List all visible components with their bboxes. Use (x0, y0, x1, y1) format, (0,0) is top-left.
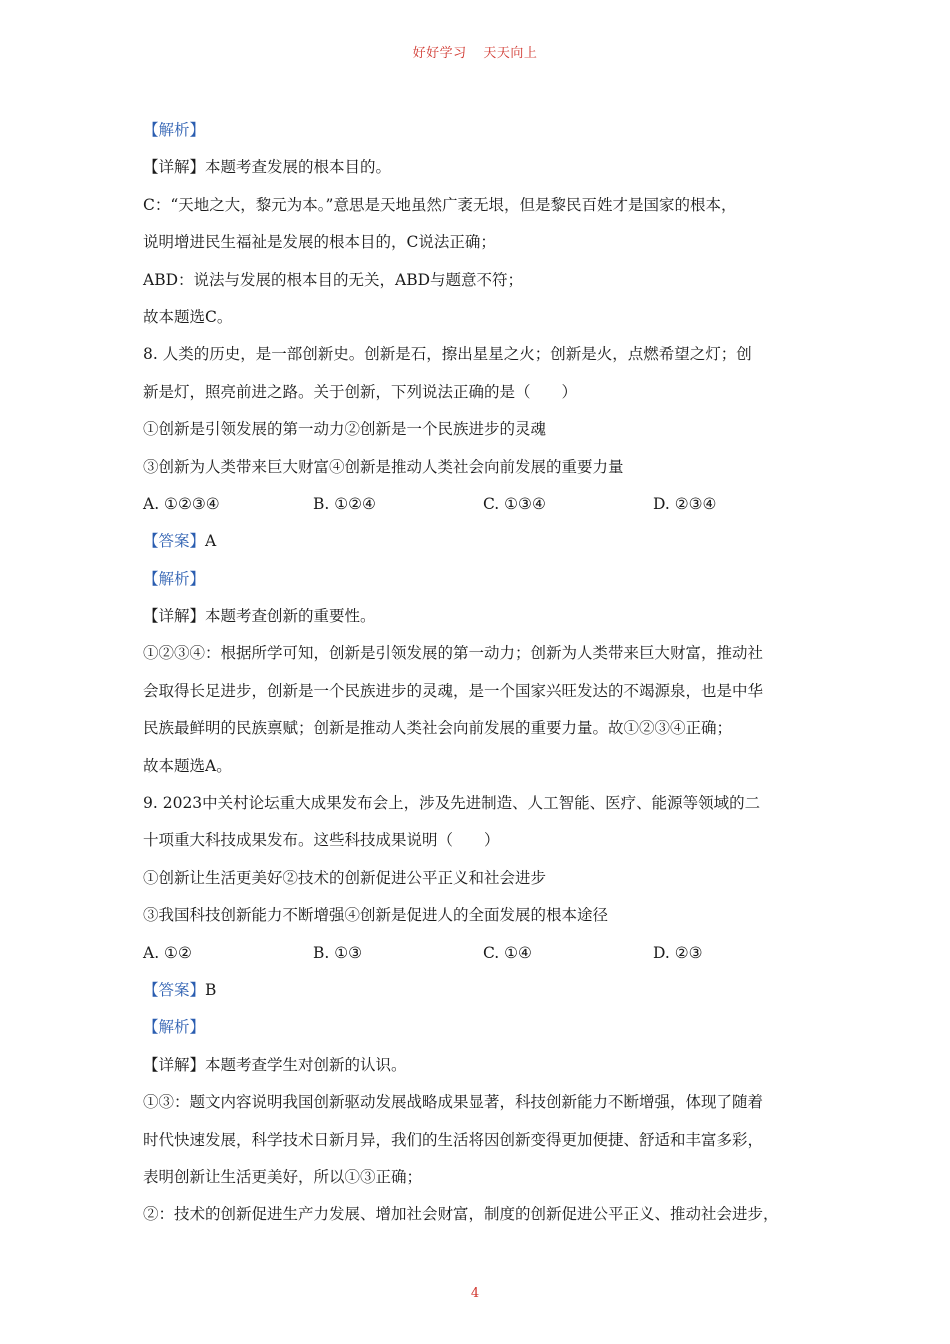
answer-value: B (205, 980, 217, 999)
option-b: B. ①③ (313, 943, 363, 962)
answer-line (143, 523, 823, 560)
explanation-line: ①③：题文内容说明我国创新驱动发展战略成果显著，科技创新能力不断增强，体现了随着 (143, 1093, 764, 1112)
explanation-line: 表明创新让生活更美好，所以①③正确； (143, 1167, 423, 1186)
answer-label: 【答案】 (143, 532, 206, 551)
question-stem: 8. 人类的历史，是一部创新史。创新是石，擦出星星之火；创新是火，点燃希望之灯；创 (143, 345, 752, 364)
document-body (143, 112, 823, 1234)
detail-line (143, 598, 823, 635)
detail-line (143, 1047, 823, 1084)
detail-text: 本题考查创新的重要性。 (205, 607, 376, 626)
explanation-line: 会取得长足进步，创新是一个民族进步的灵魂，是一个国家兴旺发达的不竭源泉，也是中华 (143, 681, 764, 700)
detail-label: 【详解】 (143, 1055, 206, 1074)
explanation-line: 故本题选A。 (143, 756, 232, 775)
explanation-line: ②：技术的创新促进生产力发展、增加社会财富，制度的创新促进公平正义、推动社会进步， (143, 1205, 779, 1224)
option-a: A. ①② (143, 943, 192, 962)
options-row (143, 486, 823, 523)
question-stem: 9. 2023中关村论坛重大成果发布会上，涉及先进制造、人工智能、医疗、能源等领域的二 (143, 794, 761, 813)
explanation-line: ABD：说法与发展的根本目的无关，ABD与题意不符； (143, 270, 524, 289)
header-left-text: 好好学习 (412, 46, 467, 61)
analysis-label: 【解析】 (143, 121, 206, 139)
detail-label: 【详解】 (143, 158, 206, 177)
explanation-line: 故本题选C。 (143, 307, 233, 326)
question-stem: 新是灯，照亮前进之路。关于创新，下列说法正确的是（ ） (143, 382, 578, 401)
page-number: 4 (470, 1286, 480, 1301)
option-d: D. ②③④ (653, 494, 717, 513)
options-row (143, 935, 823, 972)
question-statement: ③我国科技创新能力不断增强④创新是促进人的全面发展的根本途径 (143, 906, 609, 925)
explanation-line: 说明增进民生福祉是发展的根本目的，C说法正确； (143, 233, 496, 252)
option-b: B. ①②④ (313, 494, 376, 513)
question-statement: ①创新是引领发展的第一动力②创新是一个民族进步的灵魂 (143, 420, 547, 439)
detail-text: 本题考查学生对创新的认识。 (205, 1055, 407, 1074)
answer-label: 【答案】 (143, 980, 206, 999)
option-d: D. ②③ (653, 943, 703, 962)
question-statement: ③创新为人类带来巨大财富④创新是推动人类社会向前发展的重要力量 (143, 457, 624, 476)
detail-label: 【详解】 (143, 607, 206, 626)
detail-text: 本题考查发展的根本目的。 (205, 158, 392, 177)
header-right-text: 天天向上 (483, 46, 538, 61)
explanation-line: ①②③④：根据所学可知，创新是引领发展的第一动力；创新为人类带来巨大财富，推动社 (143, 644, 764, 663)
detail-line (143, 149, 823, 186)
option-c: C. ①③④ (483, 494, 546, 513)
analysis-label: 【解析】 (143, 1018, 206, 1037)
explanation-line: 民族最鲜明的民族禀赋；创新是推动人类社会向前发展的重要力量。故①②③④正确； (143, 719, 733, 738)
option-c: C. ①④ (483, 943, 532, 962)
analysis-label: 【解析】 (143, 569, 206, 588)
option-a: A. ①②③④ (143, 494, 220, 513)
answer-line (143, 972, 823, 1009)
explanation-line: 时代快速发展，科学技术日新月异，我们的生活将因创新变得更加便捷、舒适和丰富多彩， (143, 1130, 764, 1149)
question-statement: ①创新让生活更美好②技术的创新促进公平正义和社会进步 (143, 868, 547, 887)
page-header (0, 42, 950, 61)
question-stem: 十项重大科技成果发布。这些科技成果说明（ ） (143, 831, 500, 850)
explanation-line: C：“天地之大，黎元为本。”意思是天地虽然广袤无垠，但是黎民百姓才是国家的根本， (143, 195, 737, 214)
answer-value: A (205, 532, 217, 551)
